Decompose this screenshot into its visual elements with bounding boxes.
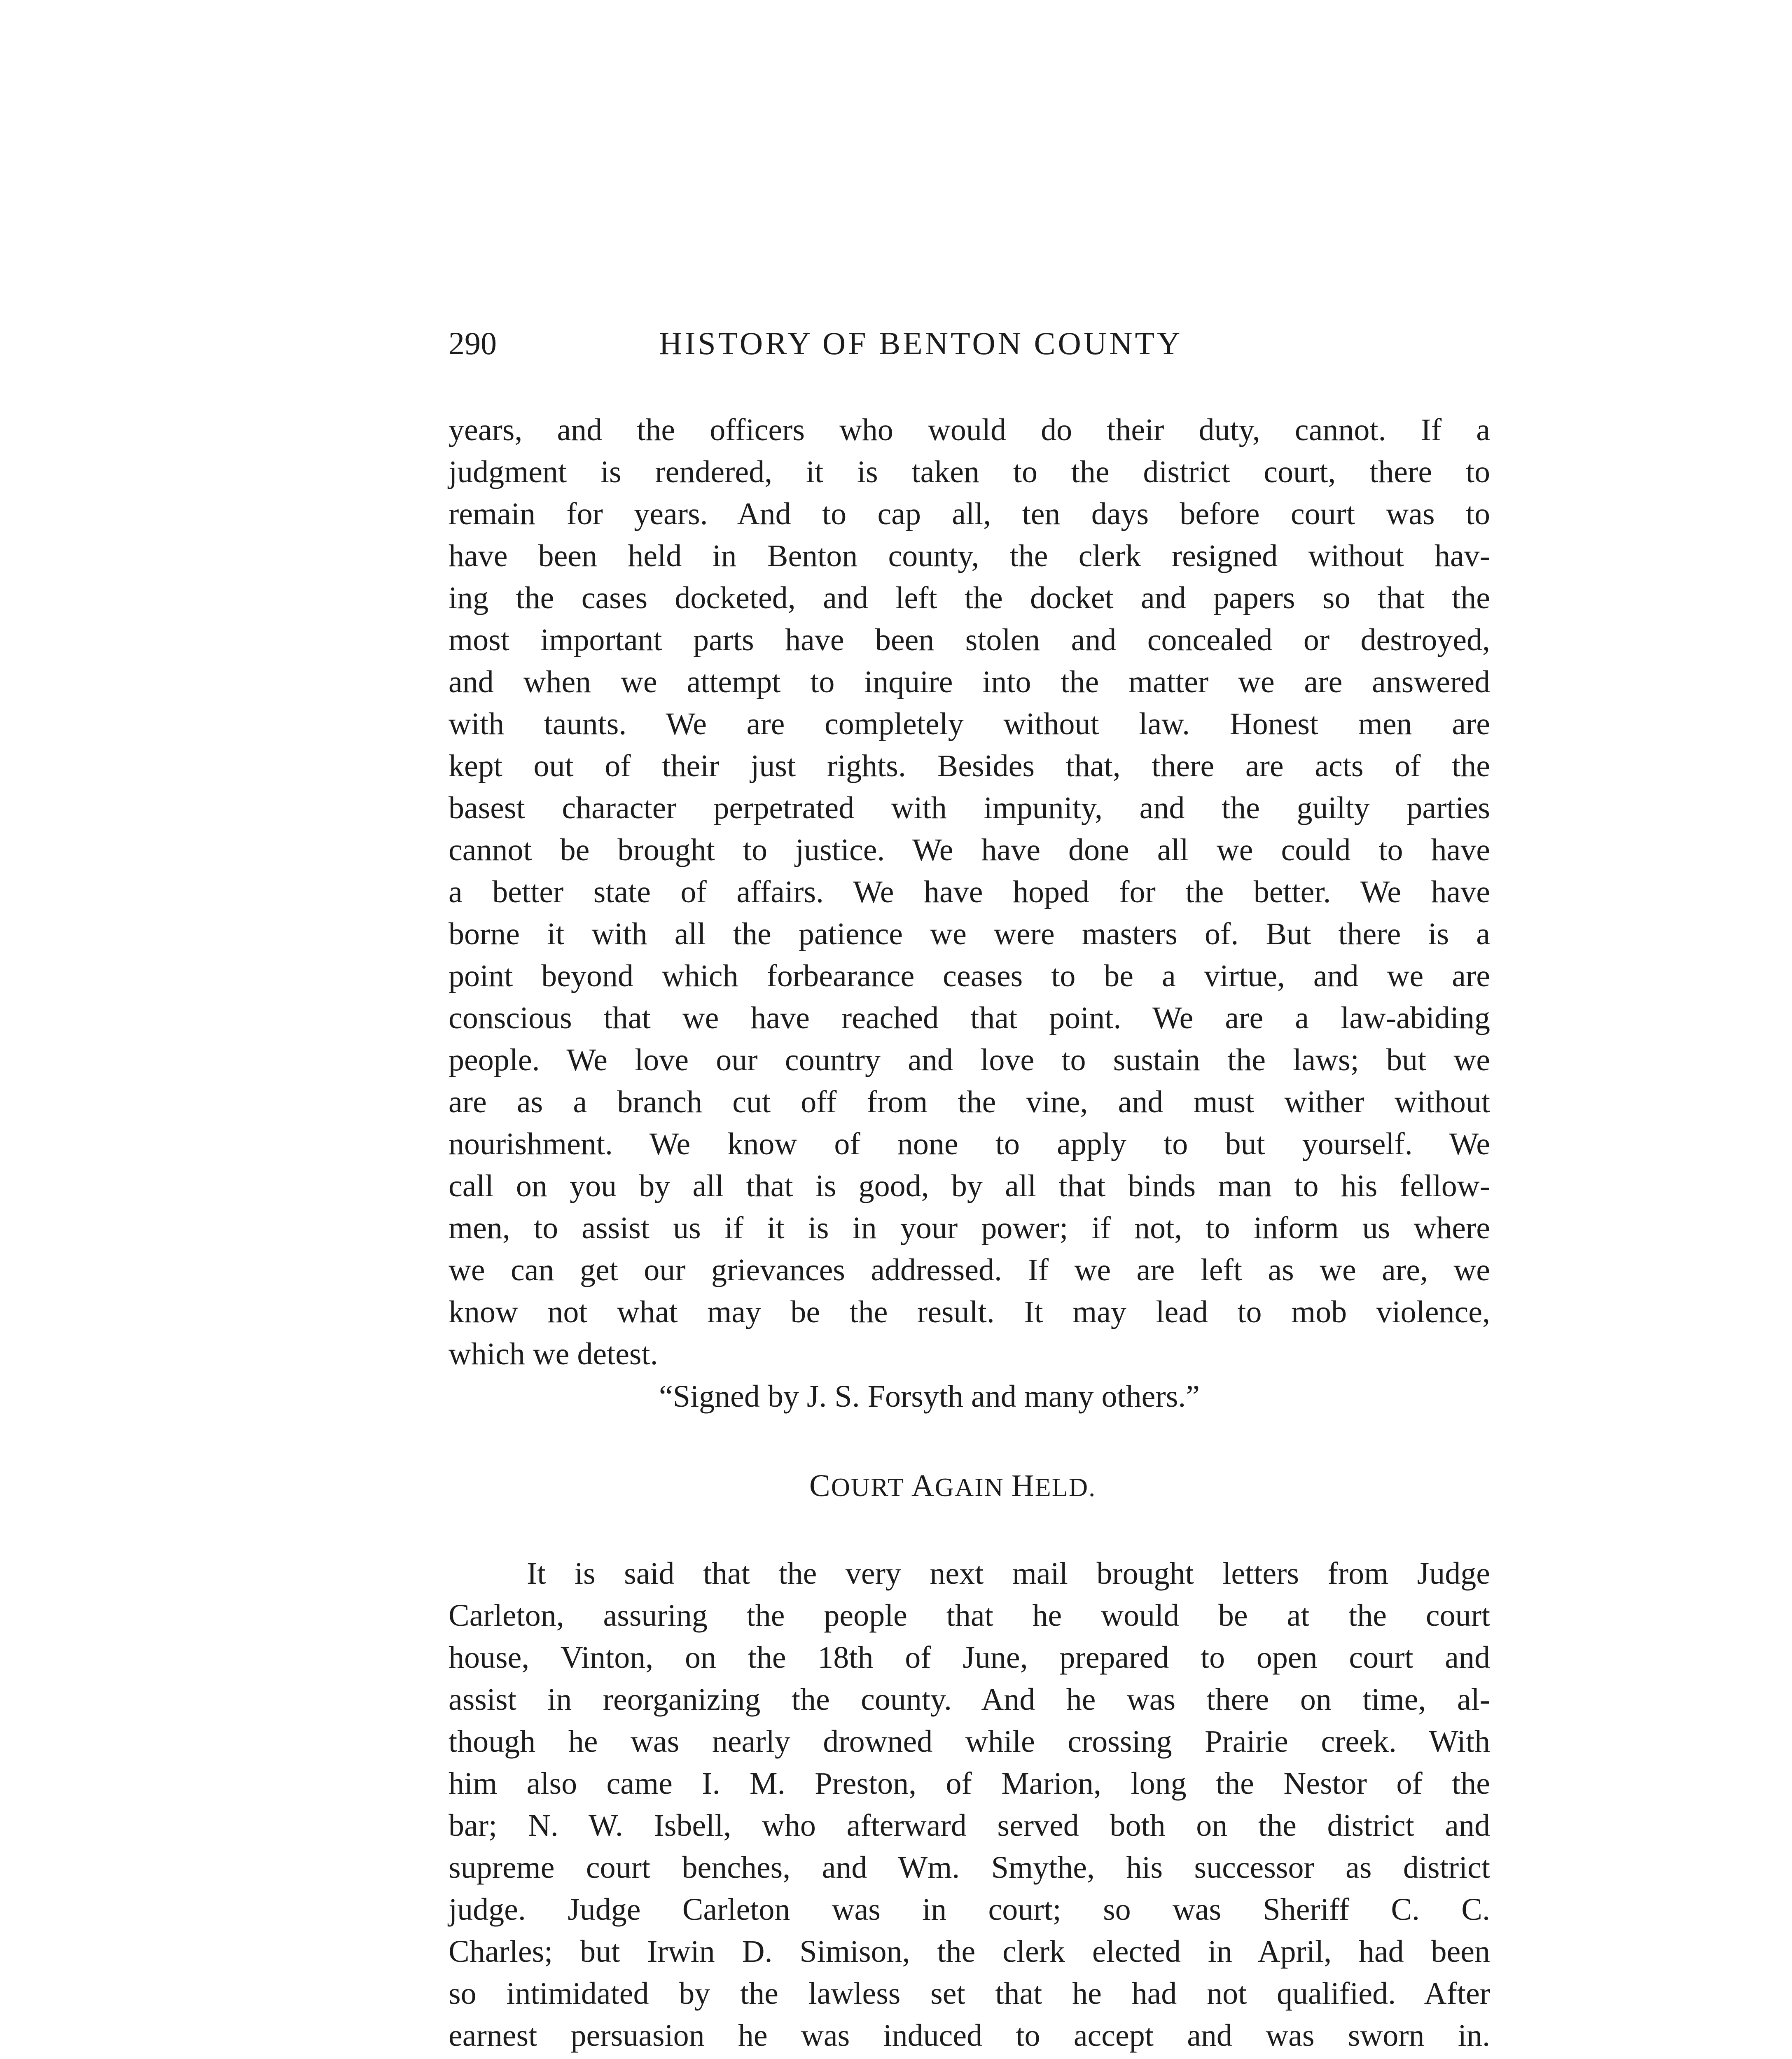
heading-initial: A — [911, 1468, 935, 1503]
text-line: Carleton, assuring the people that he would be at the court — [449, 1598, 1490, 1633]
text-line: house, Vinton, on the 18th of June, prepared to open court and — [449, 1640, 1490, 1675]
text-line: ing the cases docketed, and left the docket and papers so that the — [449, 581, 1490, 615]
text-line: most important parts have been stolen and concealed or destroyed, — [449, 623, 1490, 657]
text-line: basest character perpetrated with impunity, and the guilty parties — [449, 791, 1490, 825]
running-title: HISTORY OF BENTON COUNTY — [659, 325, 1183, 361]
text-line: remain for years. And to cap all, ten days before court was to — [449, 497, 1490, 531]
text-line: borne it with all the patience we were masters of. But there is a — [449, 917, 1490, 951]
heading-rest: OURT — [831, 1473, 904, 1502]
text-line: are as a branch cut off from the vine, and must wither without — [449, 1085, 1490, 1119]
text-line: cannot be brought to justice. We have done all we could to have — [449, 833, 1490, 867]
letter-text — [449, 409, 1490, 1375]
text-line: years, and the officers who would do their duty, cannot. If a — [449, 413, 1490, 447]
text-line: him also came I. M. Preston, of Marion, long the Nestor of the — [449, 1766, 1490, 1801]
text-line: have been held in Benton county, the clerk resigned without hav- — [449, 539, 1490, 573]
text-line: conscious that we have reached that point. We are a law-abiding — [449, 1001, 1490, 1035]
text-line: call on you by all that is good, by all that binds man to his fellow- — [449, 1169, 1490, 1203]
text-line: earnest persuasion he was induced to accept and was sworn in. — [449, 2018, 1490, 2053]
text-line: a better state of affairs. We have hoped for the better. We have — [449, 875, 1490, 909]
text-line: so intimidated by the lawless set that he had not qualified. After — [449, 1976, 1490, 2011]
text-line: kept out of their just rights. Besides that, there are acts of the — [449, 749, 1490, 783]
page-number: 290 — [449, 325, 497, 361]
text-line: people. We love our country and love to sustain the laws; but we — [449, 1043, 1490, 1077]
text-line: assist in reorganizing the county. And he was there on time, al- — [449, 1682, 1490, 1717]
text-line: with taunts. We are completely without law. Honest men are — [449, 707, 1490, 741]
signature-line: “Signed by J. S. Forsyth and many others.” — [659, 1379, 1200, 1414]
text-line: though he was nearly drowned while crossing Prairie creek. With — [449, 1724, 1490, 1759]
section-heading — [809, 1470, 1096, 1501]
heading-initial: H — [1011, 1468, 1035, 1503]
text-line: know not what may be the result. It may lead to mob violence, — [449, 1295, 1490, 1329]
text-line: men, to assist us if it is in your power; if not, to inform us where — [449, 1211, 1490, 1245]
text-line: Charles; but Irwin D. Simison, the clerk elected in April, had been — [449, 1934, 1490, 1969]
heading-initial: C — [809, 1468, 831, 1503]
text-line: It is said that the very next mail brought letters from Judge — [527, 1556, 1490, 1591]
heading-rest: GAIN — [935, 1473, 1004, 1502]
text-line: supreme court benches, and Wm. Smythe, his successor as district — [449, 1850, 1490, 1885]
text-line: judgment is rendered, it is taken to the district court, there to — [449, 455, 1490, 489]
text-line: bar; N. W. Isbell, who afterward served both on the district and — [449, 1808, 1490, 1843]
text-line: point beyond which forbearance ceases to be a virtue, and we are — [449, 959, 1490, 993]
text-line: we can get our grievances addressed. If we are left as we are, we — [449, 1253, 1490, 1287]
text-line: nourishment. We know of none to apply to but yourself. We — [449, 1127, 1490, 1161]
text-line: judge. Judge Carleton was in court; so was Sheriff C. C. — [449, 1892, 1490, 1927]
text-line: and when we attempt to inquire into the matter we are answered — [449, 665, 1490, 699]
text-line — [449, 2057, 1490, 2059]
text-line: which we detest. — [449, 1337, 658, 1371]
heading-rest: ELD. — [1035, 1473, 1096, 1502]
body-text — [449, 1552, 1490, 2059]
